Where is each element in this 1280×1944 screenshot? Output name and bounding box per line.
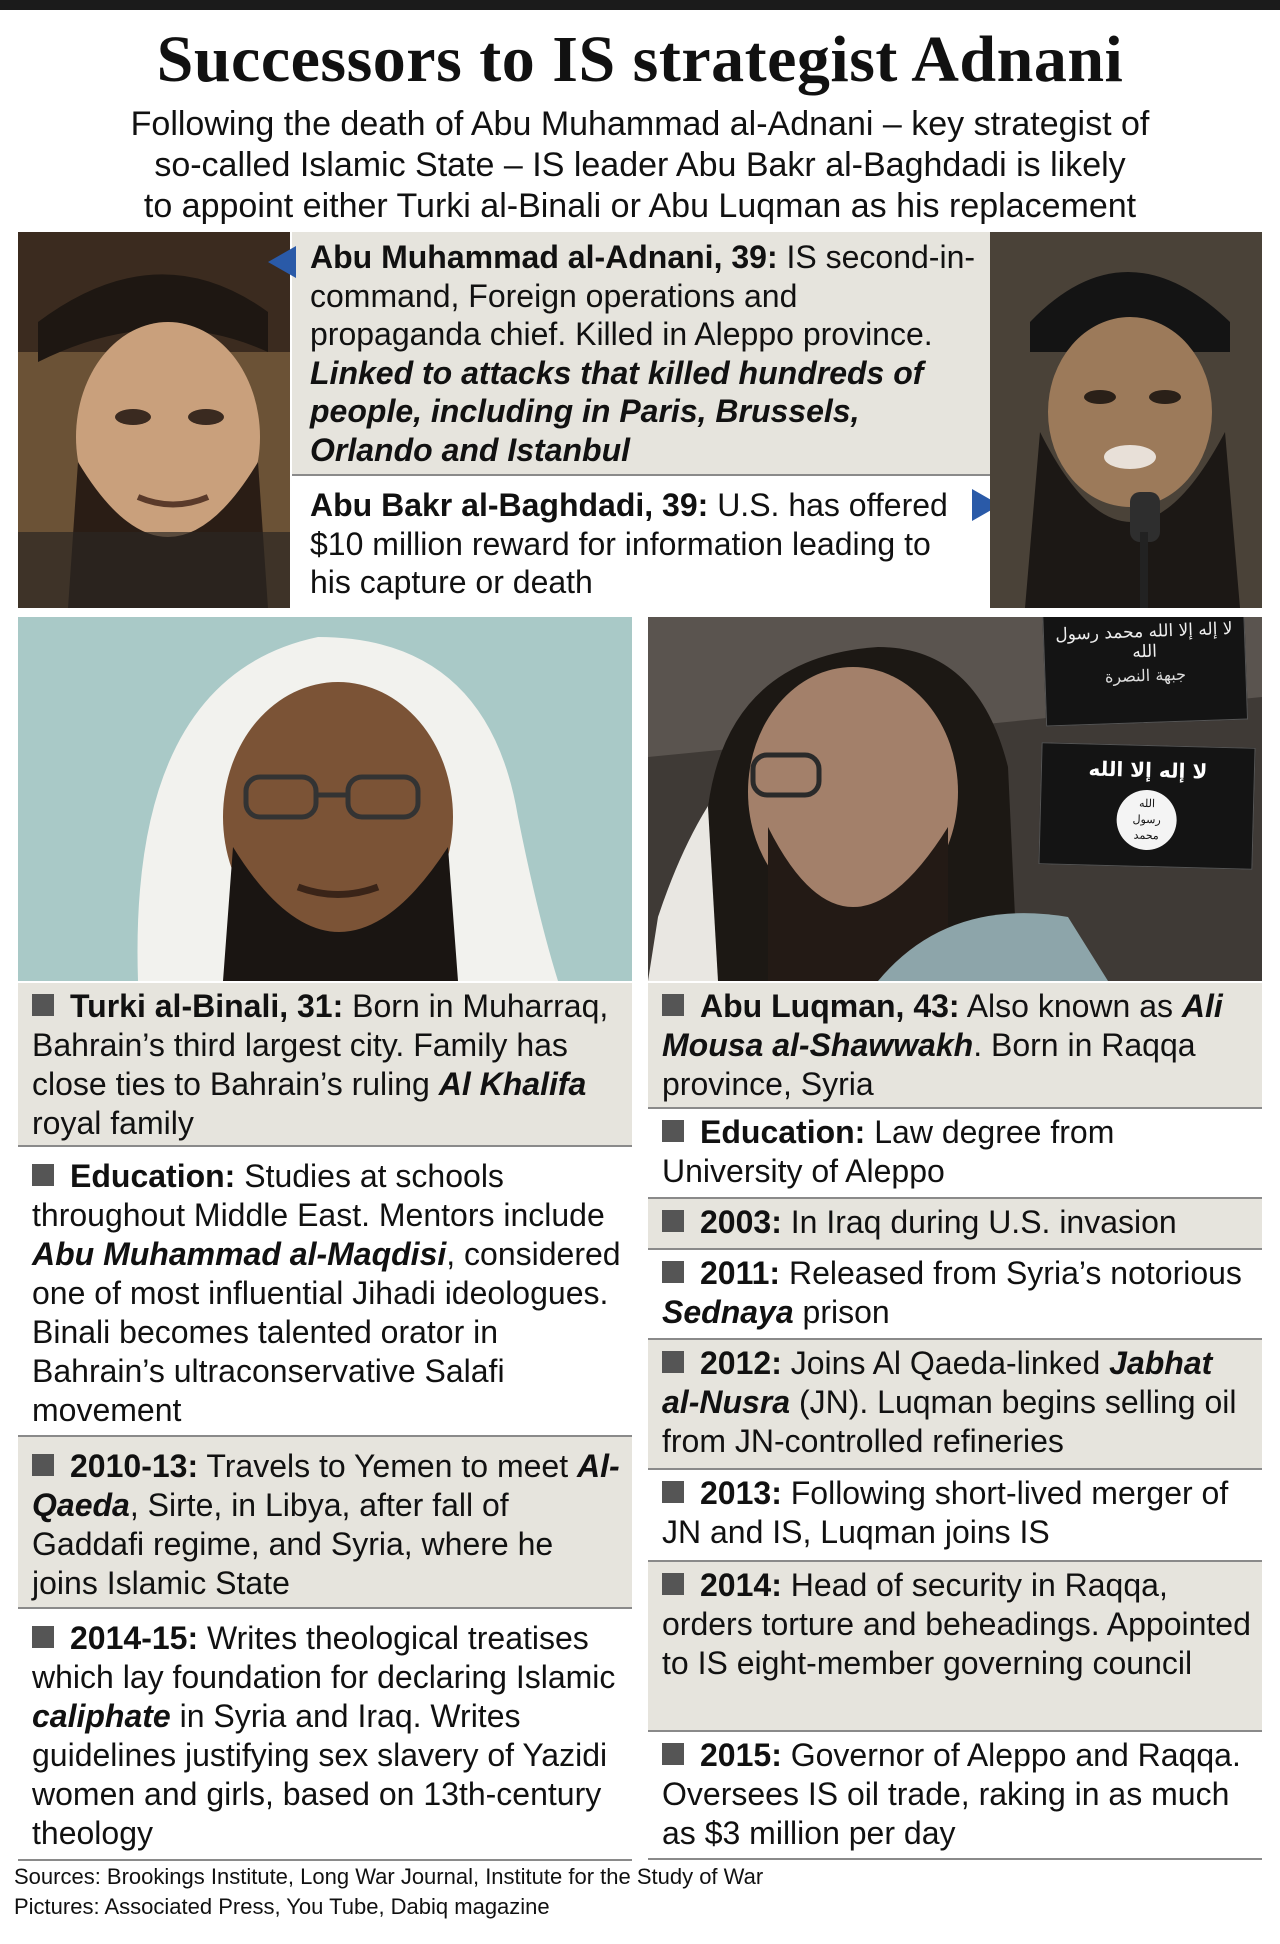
page-title: Successors to IS strategist Adnani [156, 23, 1124, 96]
binali-label: Turki al-Binali, 31: [70, 988, 344, 1024]
binali-label: 2010-13: [70, 1448, 199, 1484]
adnani-emphasis: Linked to attacks that killed hundreds of people, including in Paris, Brussels, Orlando and Istanbul [310, 354, 924, 468]
bullet-icon [662, 1351, 684, 1373]
nusra-flag-top: لا إله إلا الله محمد رسول الله [1055, 618, 1233, 663]
is-flag-top: لا إله إلا الله [1088, 756, 1208, 784]
bullet-icon [32, 1626, 54, 1648]
luqman-em: Jabhat al-Nusra [662, 1345, 1213, 1420]
bullet-icon [662, 1261, 684, 1283]
binali-2010 [18, 1437, 632, 1609]
bullet-icon [662, 1573, 684, 1595]
binali-text: Writes theological treatises which lay foundation for declaring Islamic [32, 1620, 616, 1695]
binali-text: Born in Muharraq, Bahrain’s third largest city. Family has close ties to Bahrain’s ruling [32, 988, 609, 1102]
luqman-text: (JN). Luqman begins selling oil from JN-controlled refineries [662, 1384, 1237, 1459]
luqman-text: Joins Al Qaeda-linked [790, 1345, 1101, 1381]
binali-text: , considered one of most influential Jihadi ideologues. Binali becomes talented orator in Bahrain’s ultraconservative Salafi movement [32, 1236, 621, 1428]
luqman-label: 2003: [700, 1204, 782, 1240]
intro-paragraph [80, 104, 1200, 227]
luqman-text: prison [802, 1294, 890, 1330]
adnani-text: IS second-in-command, Foreign operations and propaganda chief. Killed in Aleppo province. [310, 239, 976, 352]
bullet-icon [662, 1120, 684, 1142]
luqman-intro [648, 983, 1262, 1109]
baghdadi-photo [990, 232, 1262, 608]
luqman-label: 2014: [700, 1567, 782, 1603]
is-seal-line: الله [1138, 796, 1156, 811]
adnani-name: Abu Muhammad al-Adnani, 39: [310, 239, 778, 275]
luqman-text: Head of security in Raqqa, orders torture and beheadings. Appointed to IS eight-member governing council [662, 1567, 1251, 1681]
baghdadi-name: Abu Bakr al-Baghdadi, 39: [310, 487, 709, 523]
adnani-bio [292, 232, 990, 474]
luqman-label: 2011: [700, 1255, 781, 1291]
top-rule [0, 0, 1280, 10]
binali-em: Al Khalifa [438, 1066, 587, 1102]
binali-intro [18, 983, 632, 1147]
binali-label: 2014-15: [70, 1620, 199, 1656]
pictures-line: Pictures: Associated Press, You Tube, Dabiq magazine [14, 1894, 550, 1919]
binali-text: , Sirte, in Libya, after fall of Gaddafi regime, and Syria, where he joins Islamic State [32, 1487, 554, 1601]
intro-line: Following the death of Abu Muhammad al-Adnani – key strategist of [130, 105, 1150, 143]
bullet-icon [662, 1743, 684, 1765]
luqman-label: 2015: [700, 1737, 782, 1773]
luqman-text: Governor of Aleppo and Raqqa. Oversees IS oil trade, raking in as much as $3 million per day [662, 1737, 1241, 1851]
binali-text: royal family [32, 1105, 194, 1141]
luqman-label: Education: [700, 1114, 866, 1150]
arrow-left-icon [268, 246, 296, 278]
luqman-photo [648, 617, 1262, 981]
bullet-icon [662, 1481, 684, 1503]
luqman-text: In Iraq during U.S. invasion [790, 1204, 1177, 1240]
luqman-2013 [648, 1470, 1262, 1562]
luqman-2015 [648, 1732, 1262, 1860]
luqman-2012 [648, 1340, 1262, 1470]
binali-education [18, 1147, 632, 1437]
footer-credits [14, 1862, 1264, 1922]
is-seal-line: رسول [1132, 812, 1161, 827]
luqman-label: Abu Luqman, 43: [700, 988, 960, 1024]
binali-text: Travels to Yemen to meet [206, 1448, 569, 1484]
binali-em: Al-Qaeda [32, 1448, 620, 1523]
binali-em: Abu Muhammad al-Maqdisi [32, 1236, 447, 1272]
luqman-education [648, 1109, 1262, 1199]
luqman-label: 2013: [700, 1475, 782, 1511]
bullet-icon [662, 1210, 684, 1232]
binali-label: Education: [70, 1158, 236, 1194]
luqman-text: Released from Syria’s notorious [788, 1255, 1242, 1291]
binali-text: Studies at schools throughout Middle East. Mentors include [32, 1158, 605, 1233]
luqman-text: Also known as [966, 988, 1174, 1024]
adnani-photo [18, 232, 290, 608]
binali-em: caliphate [32, 1698, 171, 1734]
luqman-em: Sednaya [662, 1294, 794, 1330]
is-flag-seal [1116, 789, 1178, 851]
baghdadi-bio [292, 476, 990, 608]
binali-2014 [18, 1609, 632, 1861]
is-flag [1038, 742, 1255, 870]
bullet-icon [662, 994, 684, 1016]
nusra-flag-bottom: جبهة النصرة [1104, 664, 1187, 687]
luqman-2003 [648, 1199, 1262, 1250]
is-seal-line: محمد [1133, 828, 1159, 843]
sources-line: Sources: Brookings Institute, Long War Journal, Institute for the Study of War [14, 1864, 764, 1889]
bullet-icon [32, 1454, 54, 1476]
bullet-icon [32, 994, 54, 1016]
intro-line: so-called Islamic State – IS leader Abu Bakr al-Baghdadi is likely [154, 146, 1126, 184]
luqman-label: 2012: [700, 1345, 782, 1381]
bullet-icon [32, 1164, 54, 1186]
luqman-text: Following short-lived merger of JN and IS, Luqman joins IS [662, 1475, 1229, 1550]
baghdadi-text: U.S. has offered $10 million reward for information leading to his capture or death [310, 487, 948, 600]
binali-text: in Syria and Iraq. Writes guidelines justifying sex slavery of Yazidi women and girls, based on 13th-century theology [32, 1698, 608, 1851]
intro-line: to appoint either Turki al-Binali or Abu Luqman as his replacement [143, 187, 1137, 225]
luqman-text: Law degree from University of Aleppo [662, 1114, 1115, 1189]
nusra-flag [1042, 617, 1248, 726]
luqman-em: Ali Mousa al-Shawwakh [662, 988, 1223, 1063]
luqman-2011 [648, 1250, 1262, 1340]
luqman-text: . Born in Raqqa province, Syria [662, 1027, 1196, 1102]
binali-photo [18, 617, 632, 981]
luqman-2014 [648, 1562, 1262, 1732]
luqman-column [648, 983, 1262, 1860]
binali-column [18, 983, 632, 1861]
